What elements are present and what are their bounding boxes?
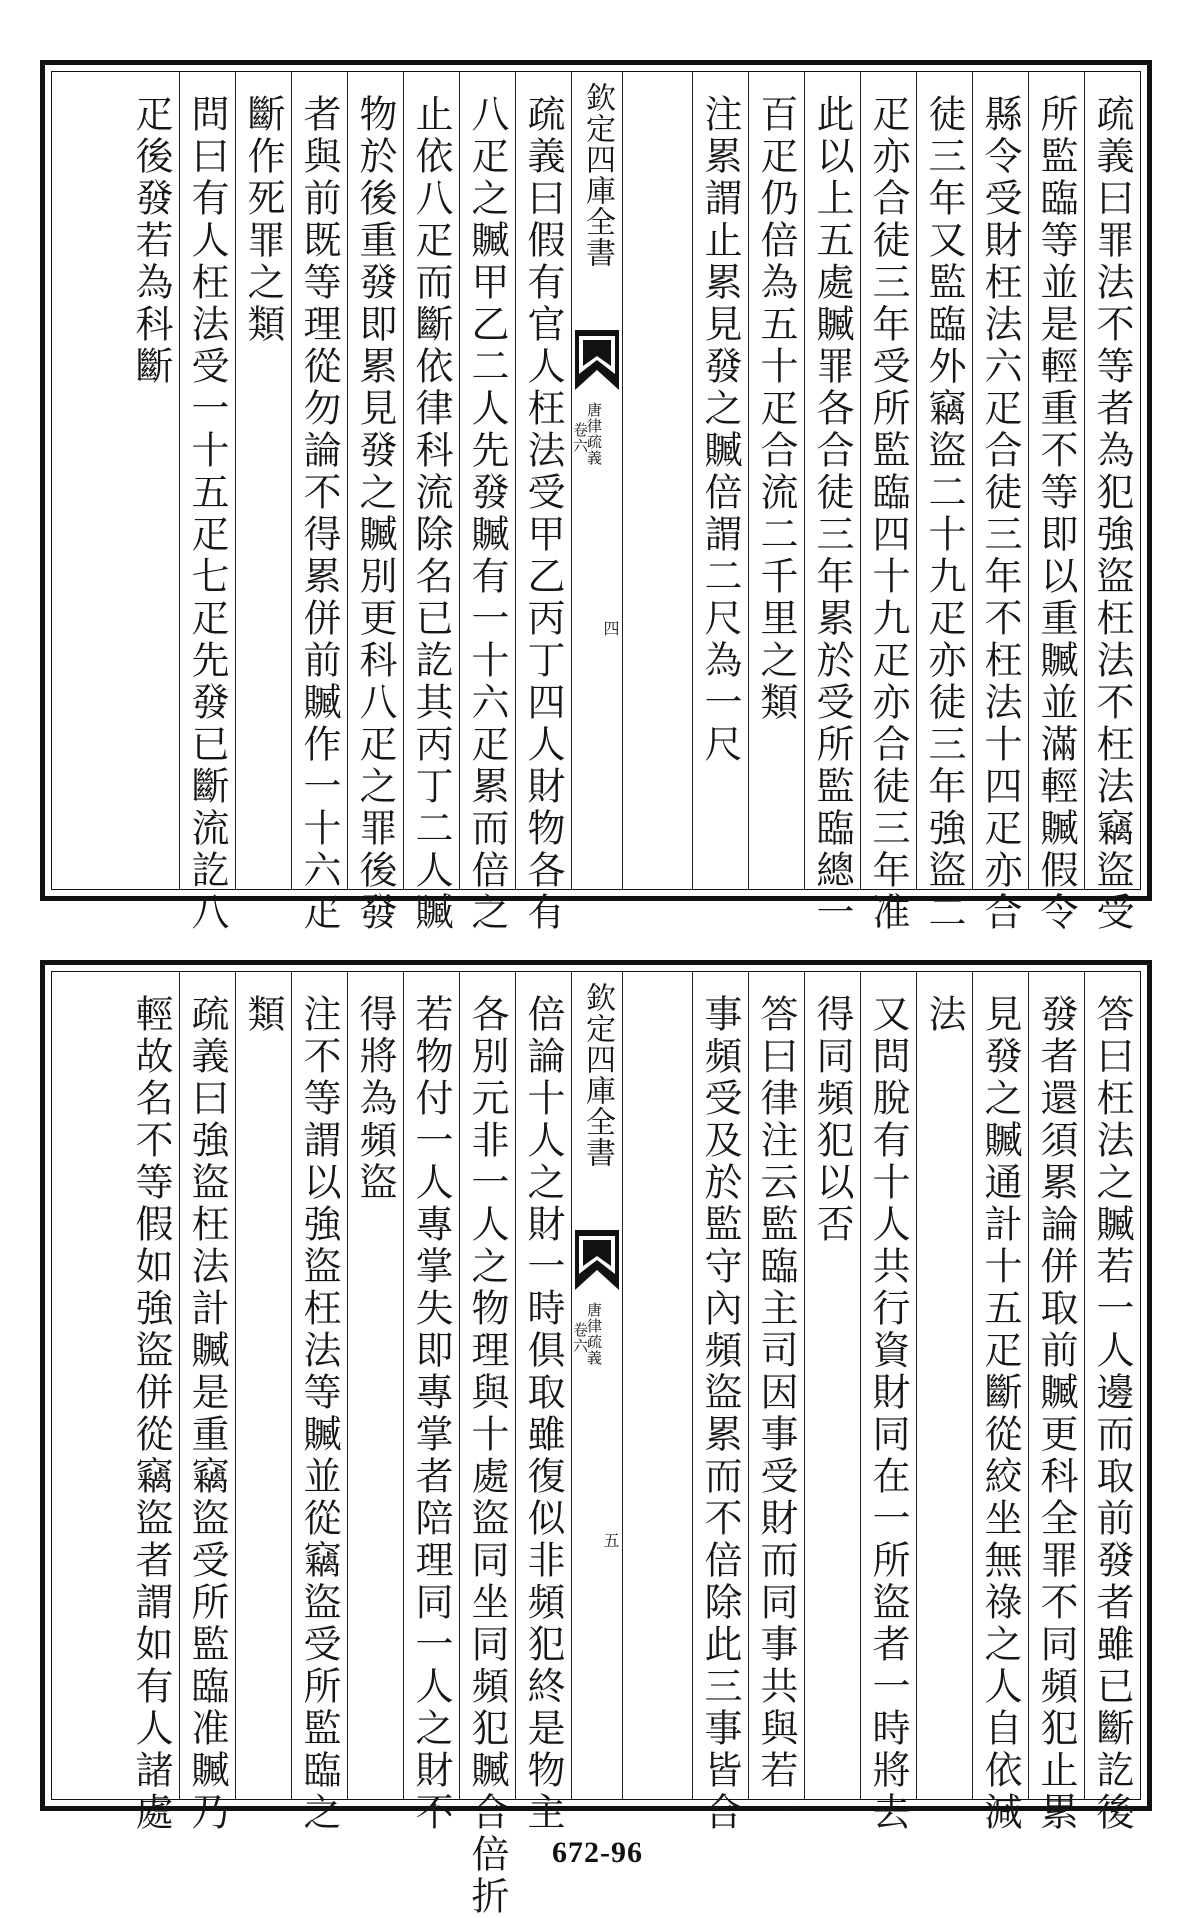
book-volume: 卷六 bbox=[571, 1322, 589, 1354]
column-text: 若物付一人專掌失即專掌者陪理同一人之財不 bbox=[409, 994, 453, 1834]
text-column bbox=[692, 72, 748, 889]
text-column bbox=[860, 972, 916, 1834]
column-text: 類 bbox=[241, 994, 285, 1036]
column-text: 輕故名不等假如強盜併從竊盜者謂如有人諸處 bbox=[129, 994, 173, 1834]
column-text: 縣令受財枉法六疋合徒三年不枉法十四疋亦合 bbox=[978, 94, 1022, 934]
column-text: 疏義曰罪法不等者為犯強盜枉法不枉法竊盜受 bbox=[1090, 94, 1134, 934]
column-text: 斷作死罪之類 bbox=[241, 94, 285, 346]
text-column bbox=[916, 972, 972, 1799]
column-text: 止依八疋而斷依律科流除名已訖其丙丁二人贓 bbox=[409, 94, 453, 934]
text-column bbox=[403, 72, 459, 934]
center-banner-column bbox=[571, 72, 623, 889]
column-text: 者與前既等理從勿論不得累併前贓作一十六疋 bbox=[297, 94, 341, 934]
column-rule bbox=[692, 972, 693, 1799]
text-column bbox=[403, 972, 459, 1834]
column-rule bbox=[459, 972, 460, 1799]
column-text: 見發之贓通計十五疋斷從絞坐無祿之人自依減 bbox=[978, 994, 1022, 1834]
text-column bbox=[916, 72, 972, 934]
text-column bbox=[179, 972, 235, 1834]
column-text: 注不等謂以強盜枉法等贓並從竊盜受所監臨之 bbox=[297, 994, 341, 1834]
page-number: 672-96 bbox=[552, 1836, 643, 1869]
text-column bbox=[459, 972, 515, 1918]
text-column bbox=[1084, 972, 1140, 1834]
column-text: 徒三年又監臨外竊盜二十九疋亦徒三年強盜二 bbox=[922, 94, 966, 934]
fish-tail-ornament bbox=[575, 330, 619, 390]
text-column bbox=[972, 72, 1028, 934]
column-rule bbox=[347, 972, 348, 1799]
column-text: 注累謂止累見發之贓倍謂二尺為一尺 bbox=[698, 94, 742, 766]
text-column bbox=[459, 72, 515, 934]
column-text: 得將為頻盜 bbox=[353, 994, 397, 1204]
column-text: 倍論十人之財一時俱取雖復似非頻犯終是物主 bbox=[521, 994, 565, 1834]
column-rule bbox=[692, 72, 693, 889]
column-rule bbox=[748, 972, 749, 1799]
column-text: 事頻受及於監守內頻盜累而不倍除此三事皆合 bbox=[698, 994, 742, 1834]
folio-number: 四 bbox=[601, 620, 620, 636]
column-rule bbox=[515, 72, 516, 889]
column-text: 八疋之贓甲乙二人先發贓有一十六疋累而倍之 bbox=[465, 94, 509, 934]
column-rule bbox=[291, 72, 292, 889]
column-text: 疏義曰強盜枉法計贓是重竊盜受所監臨准贓乃 bbox=[185, 994, 229, 1834]
column-text: 各別元非一人之物理與十處盜同坐同頻犯贓合倍折 bbox=[465, 994, 509, 1918]
column-text: 得同頻犯以否 bbox=[810, 994, 854, 1246]
column-text: 疋亦合徒三年受所監臨四十九疋亦合徒三年准 bbox=[866, 94, 910, 934]
column-text: 此以上五處贓罪各合徒三年累於受所監臨總一 bbox=[810, 94, 854, 934]
text-column bbox=[1028, 972, 1084, 1834]
text-column bbox=[123, 972, 179, 1834]
text-column bbox=[347, 72, 403, 934]
text-column bbox=[692, 972, 748, 1834]
column-rule bbox=[291, 972, 292, 1799]
column-rule bbox=[748, 72, 749, 889]
column-text: 所監臨等並是輕重不等即以重贓並滿輕贓假令 bbox=[1034, 94, 1078, 934]
column-rule bbox=[347, 72, 348, 889]
column-text: 疋後發若為科斷 bbox=[129, 94, 173, 388]
column-rule bbox=[972, 972, 973, 1799]
column-rule bbox=[179, 72, 180, 889]
book-subtitle: 唐律疏義 bbox=[585, 402, 603, 466]
column-rule bbox=[403, 72, 404, 889]
column-rule bbox=[179, 972, 180, 1799]
text-column bbox=[347, 972, 403, 1799]
text-column bbox=[235, 72, 291, 889]
text-column bbox=[515, 972, 571, 1834]
column-rule bbox=[235, 972, 236, 1799]
book-title: 欽定四庫全書 bbox=[580, 982, 615, 1168]
column-rule bbox=[972, 72, 973, 889]
column-rule bbox=[916, 972, 917, 1799]
column-rule bbox=[804, 72, 805, 889]
column-rule bbox=[1084, 972, 1085, 1799]
column-text: 又問脫有十人共行資財同在一所盜者一時將去 bbox=[866, 994, 910, 1834]
column-rule bbox=[860, 972, 861, 1799]
top-page-text-block bbox=[51, 71, 1141, 934]
text-column bbox=[179, 72, 235, 934]
column-rule bbox=[804, 972, 805, 1799]
column-text: 百疋仍倍為五十疋合流二千里之類 bbox=[754, 94, 798, 724]
column-text: 答曰枉法之贓若一人邊而取前發者雖已斷訖後 bbox=[1090, 994, 1134, 1834]
text-column bbox=[972, 972, 1028, 1834]
book-title: 欽定四庫全書 bbox=[580, 82, 615, 268]
column-text: 發者還須累論併取前贓更科全罪不同頻犯止累 bbox=[1034, 994, 1078, 1834]
column-text: 物於後重發即累見發之贓別更科八疋之罪後發 bbox=[353, 94, 397, 934]
text-column bbox=[1028, 72, 1084, 934]
text-column bbox=[748, 72, 804, 889]
column-rule bbox=[515, 972, 516, 1799]
text-column bbox=[1084, 72, 1140, 934]
column-text: 疏義曰假有官人枉法受甲乙丙丁四人財物各有 bbox=[521, 94, 565, 934]
column-rule bbox=[459, 72, 460, 889]
text-column bbox=[515, 72, 571, 934]
column-rule bbox=[403, 972, 404, 1799]
column-text: 法 bbox=[922, 994, 966, 1036]
column-rule bbox=[1028, 72, 1029, 889]
folio-number: 五 bbox=[601, 1532, 620, 1548]
text-column bbox=[291, 972, 347, 1834]
text-column bbox=[748, 972, 804, 1834]
text-column bbox=[860, 72, 916, 934]
text-column bbox=[291, 72, 347, 934]
top-page-frame bbox=[40, 60, 1152, 934]
book-volume: 卷六 bbox=[571, 422, 589, 454]
center-banner-column bbox=[571, 972, 623, 1799]
column-text: 問曰有人枉法受一十五疋七疋先發已斷流訖八 bbox=[185, 94, 229, 934]
column-rule bbox=[1028, 972, 1029, 1799]
text-column bbox=[123, 72, 179, 889]
text-column bbox=[804, 72, 860, 934]
column-text: 答曰律注云監臨主司因事受財而同事共與若一 bbox=[754, 994, 798, 1834]
book-subtitle: 唐律疏義 bbox=[585, 1302, 603, 1366]
column-rule bbox=[1084, 72, 1085, 889]
fish-tail-ornament bbox=[575, 1230, 619, 1290]
text-column bbox=[235, 972, 291, 1799]
column-rule bbox=[916, 72, 917, 889]
column-rule bbox=[235, 72, 236, 889]
column-rule bbox=[860, 72, 861, 889]
text-column bbox=[804, 972, 860, 1799]
